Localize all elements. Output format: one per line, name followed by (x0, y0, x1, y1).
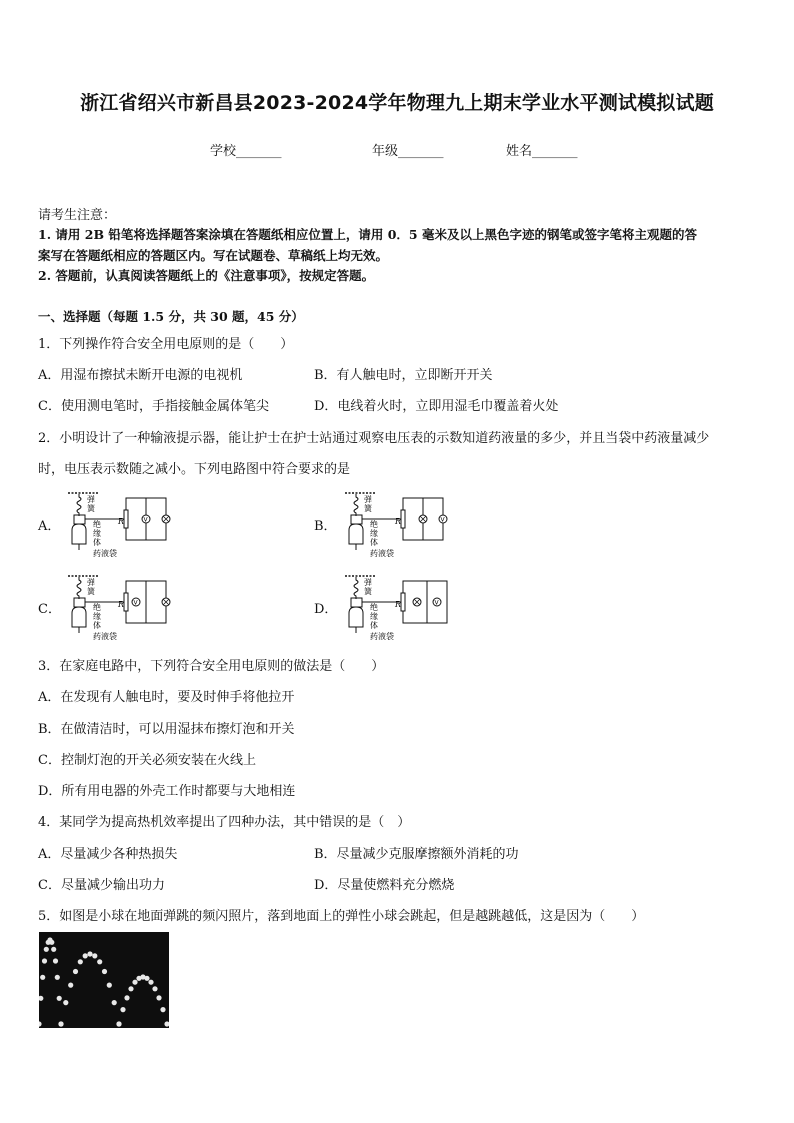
section-heading: 一、选择题（每题 1.5 分，共 30 题，45 分） (38, 309, 304, 324)
ball-image (102, 969, 107, 974)
q1-stem: 1．下列操作符合安全用电原则的是（ ） (38, 337, 294, 352)
ball-image (78, 959, 83, 964)
ball-image (120, 1007, 125, 1012)
svg-text:V: V (440, 516, 445, 524)
circuit-diagram-a (66, 490, 186, 562)
bag-label: 药液袋 (370, 549, 394, 558)
q3-option-c: C．控制灯泡的开关必须安装在火线上 (38, 753, 256, 768)
svg-text:V: V (434, 599, 439, 607)
ball-image (57, 996, 62, 1001)
ball-image (51, 947, 56, 952)
insulator-label-2: 缘 (370, 612, 378, 621)
ball-image (148, 980, 153, 985)
ball-image (42, 958, 47, 963)
svg-text:V: V (133, 599, 138, 607)
ball-image (112, 1000, 117, 1005)
ball-image (53, 958, 58, 963)
circuit-diagram-c (66, 573, 186, 645)
circuit-diagram-d (343, 573, 463, 645)
ball-image (132, 980, 137, 985)
q2-option-d: D． (314, 602, 338, 617)
ball-image (92, 953, 97, 958)
q1-option-d: D．电线着火时，立即用湿毛巾覆盖着火处 (314, 399, 559, 414)
q5-stem: 5．如图是小球在地面弹跳的频闪照片，落到地面上的弹性小球会跳起，但是越跳越低，这是因为（ ） (38, 909, 645, 924)
ball-image (107, 983, 112, 988)
bag-label: 药液袋 (370, 632, 394, 641)
ball-image (73, 969, 78, 974)
q4-stem: 4．某同学为提高热机效率提出了四种办法，其中错误的是（ ） (38, 815, 411, 830)
insulator-label-2: 缘 (370, 529, 378, 538)
insulator-label-2: 缘 (93, 612, 101, 621)
q4-option-a: A．尽量减少各种热损失 (38, 847, 178, 862)
insulator-label-1: 绝 (93, 520, 101, 529)
spring-label-1: 弹 (87, 495, 95, 504)
spring-label-1: 弹 (364, 578, 372, 587)
spring-label-2: 簧 (87, 504, 95, 513)
spring-label-2: 簧 (364, 504, 372, 513)
circuit-diagram-b (343, 490, 463, 562)
q2-option-c: C． (38, 602, 61, 617)
ball-image (44, 947, 49, 952)
spring-label-1: 弹 (87, 578, 95, 587)
ball-image (128, 986, 133, 991)
page-title: 浙江省绍兴市新昌县2023-2024学年物理九上期末学业水平测试模拟试题 (80, 92, 714, 114)
q1-option-b: B．有人触电时，立即断开开关 (314, 368, 493, 383)
ball-image (55, 975, 60, 980)
notice-line-1b: 案写在答题纸相应的答题区内。写在试题卷、草稿纸上均无效。 (38, 248, 389, 263)
q3-option-d: D．所有用电器的外壳工作时都要与大地相连 (38, 784, 296, 799)
ball-image (152, 986, 157, 991)
svg-text:V: V (143, 516, 148, 524)
insulator-label-1: 绝 (93, 603, 101, 612)
grade-field: 年级_______ (372, 144, 444, 159)
ball-image (49, 940, 54, 945)
ball-image (144, 976, 149, 981)
q4-option-b: B．尽量减少克服摩擦额外消耗的功 (314, 847, 519, 862)
ball-image (40, 975, 45, 980)
insulator-label-3: 体 (93, 621, 101, 630)
spring-label-2: 簧 (364, 587, 372, 596)
q3-option-b: B．在做清洁时，可以用湿抹布擦灯泡和开关 (38, 722, 295, 737)
insulator-label-2: 缘 (93, 529, 101, 538)
insulator-label-3: 体 (93, 538, 101, 547)
bag-label: 药液袋 (93, 632, 117, 641)
notice-line-2: 2. 答题前，认真阅读答题纸上的《注意事项》，按规定答题。 (38, 268, 375, 283)
q1-option-a: A．用湿布擦拭未断开电源的电视机 (38, 368, 243, 383)
ball-image (97, 959, 102, 964)
q2-stem-line1: 2．小明设计了一种输液提示器，能让护士在护士站通过观察电压表的示数知道药液量的多少，并且当袋中药液量减少 (38, 431, 710, 446)
spring-label-2: 簧 (87, 587, 95, 596)
notice-heading: 请考生注意： (38, 208, 117, 223)
q4-option-c: C．尽量减少输出功力 (38, 878, 165, 893)
ball-image (116, 1021, 121, 1026)
insulator-label-3: 体 (370, 538, 378, 547)
ball-image (124, 995, 129, 1000)
resistor-label: R (118, 600, 125, 609)
resistor-label: R (395, 600, 402, 609)
ball-image (63, 1000, 68, 1005)
bag-label: 药液袋 (93, 549, 117, 558)
school-field: 学校_______ (210, 144, 282, 159)
ball-image (68, 983, 73, 988)
notice-line-1a: 1. 请用 2B 铅笔将选择题答案涂填在答题纸相应位置上，请用 0．5 毫米及以上黑色字迹的钢笔或签字笔将主观题的答 (38, 227, 697, 242)
insulator-label-3: 体 (370, 621, 378, 630)
ball-image (160, 1007, 165, 1012)
q2-option-a: A． (38, 519, 61, 534)
bouncing-ball-photo (39, 932, 169, 1028)
q3-option-a: A．在发现有人触电时，要及时伸手将他拉开 (38, 690, 295, 705)
insulator-label-1: 绝 (370, 603, 378, 612)
ball-image (156, 995, 161, 1000)
q1-option-c: C．使用测电笔时，手指接触金属体笔尖 (38, 399, 269, 414)
q2-option-b: B． (314, 519, 337, 534)
ball-image (58, 1021, 63, 1026)
q4-option-d: D．尽量使燃料充分燃烧 (314, 878, 455, 893)
q2-stem-line2: 时，电压表示数随之减小。下列电路图中符合要求的是 (38, 462, 351, 477)
ball-image (83, 953, 88, 958)
name-field: 姓名_______ (506, 144, 578, 159)
resistor-label: R (118, 517, 125, 526)
ball-image (87, 951, 92, 956)
resistor-label: R (395, 517, 402, 526)
q3-stem: 3．在家庭电路中，下列符合安全用电原则的做法是（ ） (38, 659, 385, 674)
insulator-label-1: 绝 (370, 520, 378, 529)
spring-label-1: 弹 (364, 495, 372, 504)
